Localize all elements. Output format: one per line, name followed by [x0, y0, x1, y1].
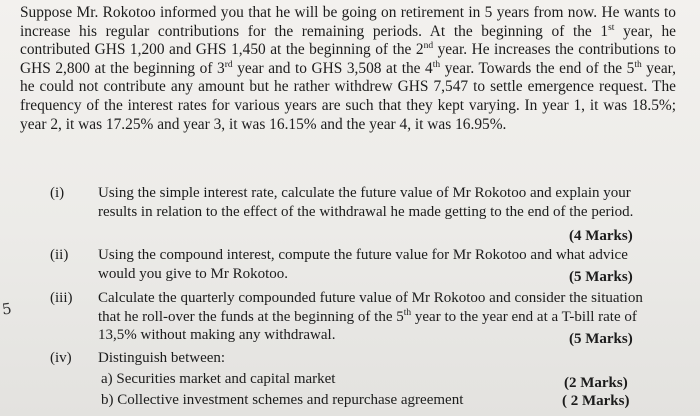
intro-text-4: year and to GHS 3,508 at the 4 [232, 59, 433, 77]
intro-text-6: year, he could not contribute any amount but he rather withdrew GHS 7,547 to settle emergence request. The frequency of the interest rates for various years are such that they kept varying. In year 1, it was 18.5%; year 2, it was 17.25% and year 3, it was 16.15% and the year 4, it was 16.95%. [20, 59, 677, 133]
intro-text-3: year. He increases the contributions to GHS 2,800 at the beginning of 3 [20, 41, 676, 77]
intro-text-1: Suppose Mr. Rokotoo informed you that he will be going on retirement in 5 years from now. He wants to increase his regular contributions for the remaining periods. At the beginning of the 1 [20, 4, 676, 40]
question-1-marks: (4 Marks) [569, 228, 633, 244]
handwritten-margin-note: 5 [0, 299, 13, 319]
question-4-text: Distinguish between: [98, 350, 226, 366]
question-3-text-b: year to the year end at a T-bill rate of 13,5% without making any withdrawal. [98, 308, 637, 344]
intro-sup-4: th [432, 59, 441, 70]
question-4-item-b-marks: ( 2 Marks) [562, 393, 630, 409]
question-3-text [98, 289, 646, 345]
question-3-sup: th [403, 307, 412, 318]
question-4-item-b: b) Collective investment schemes and repurchase agreement [101, 392, 464, 408]
question-4-item-a-marks: (2 Marks) [564, 375, 628, 391]
question-3-text-a: Calculate the quarterly compounded future value of Mr Rokotoo and consider the situation that he roll-over the funds at the beginning of the 5 [98, 290, 643, 325]
question-3-marks: (5 Marks) [569, 331, 633, 347]
question-3-number: (iii) [50, 290, 73, 306]
intro-sup-2: nd [423, 41, 434, 52]
intro-text-5: year. Towards the end of the 5 [440, 59, 635, 77]
question-1-text: Using the simple interest rate, calculate the future value of Mr Rokotoo and explain your results in relation to the effect of the withdrawal he made getting to the end of the period. [98, 185, 634, 220]
question-2-marks: (5 Marks) [569, 269, 633, 285]
question-4-item-a: a) Securities market and capital market [101, 371, 336, 387]
intro-sup-5: th [634, 59, 642, 70]
question-4-number: (iv) [50, 350, 72, 366]
question-2-number: (ii) [50, 247, 69, 263]
question-2-text: Using the compound interest, compute the future value for Mr Rokotoo and what advice would you give to Mr Rokotoo. [98, 247, 628, 282]
intro-text-2: year, he contributed GHS 1,200 and GHS 1,450 at the beginning of the 2 [20, 22, 676, 59]
question-1-number: (i) [50, 185, 65, 201]
scenario-paragraph [20, 4, 676, 134]
intro-sup-3: rd [224, 59, 233, 70]
intro-sup-1: st [608, 22, 615, 33]
